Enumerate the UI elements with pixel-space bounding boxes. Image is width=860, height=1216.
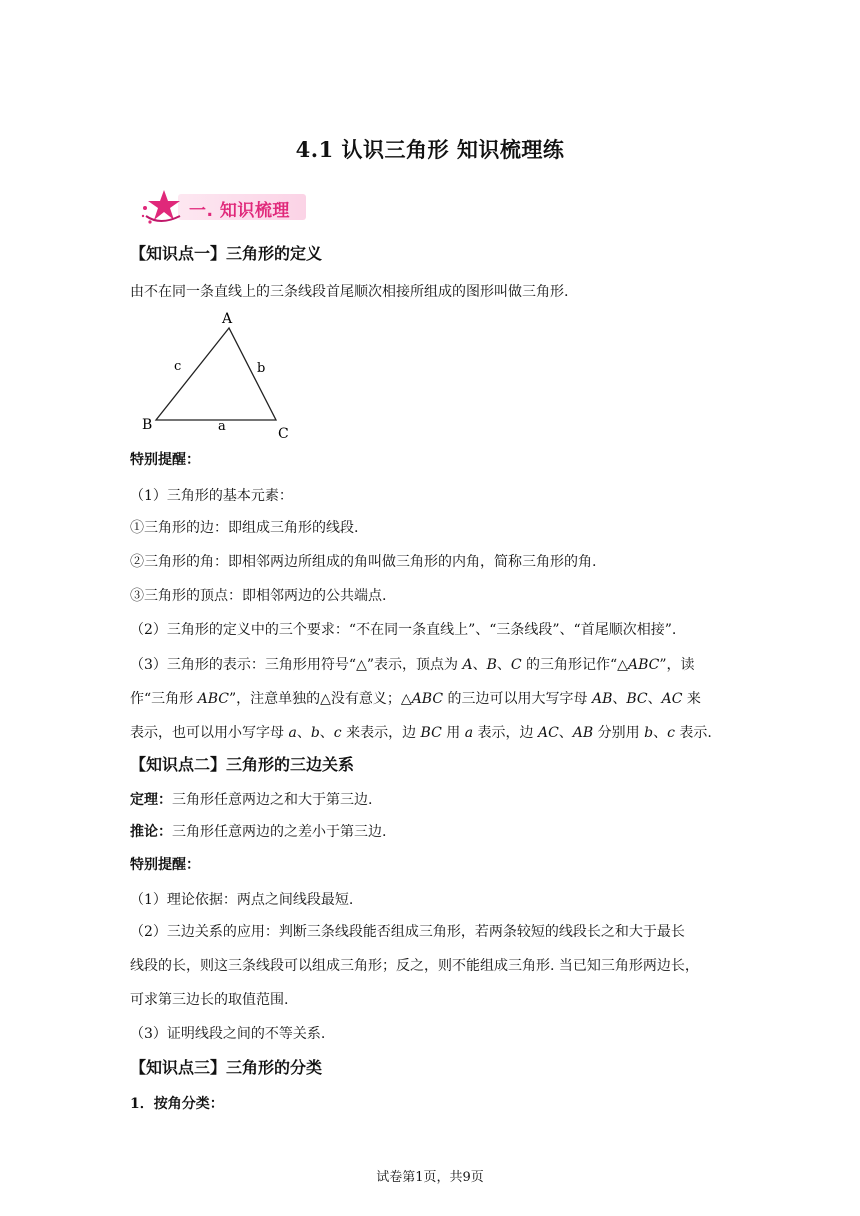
- reminder1-sub3: ③三角形的顶点：即相邻两边的公共端点.: [130, 588, 387, 604]
- page-footer: 试卷第1页，共9页: [376, 1170, 484, 1185]
- side-a-label: a: [218, 419, 226, 434]
- theorem-line: 定理：三角形任意两边之和大于第三边.: [130, 792, 373, 808]
- reminder1-item3-line1: （3）三角形的表示：三角形用符号“△”表示，顶点为 A、B、C 的三角形记作“△ABC”，读: [130, 657, 695, 673]
- reminder2-item2-line1: （2）三边关系的应用：判断三条线段能否组成三角形，若两条较短的线段长之和大于最长: [130, 924, 685, 940]
- reminder-label-2: 特别提醒：: [130, 857, 200, 873]
- reminder2-item2-line3: 可求第三边长的取值范围.: [130, 992, 289, 1008]
- reminder1-item2: （2）三角形的定义中的三个要求：“不在同一条直线上”、“三条线段”、“首尾顺次相接”.: [130, 622, 677, 638]
- section-heading-1: 【知识点一】三角形的定义: [130, 244, 323, 263]
- section-heading-2: 【知识点二】三角形的三边关系: [130, 755, 355, 774]
- vertex-b-label: B: [142, 417, 153, 433]
- banner-label: 一. 知识梳理: [189, 201, 290, 221]
- definition-text: 由不在同一条直线上的三条线段首尾顺次相接所组成的图形叫做三角形.: [130, 284, 569, 300]
- section-heading-3: 【知识点三】三角形的分类: [130, 1058, 323, 1077]
- reminder1-item3-line3: 表示，也可以用小写字母 a、b、c 来表示，边 BC 用 a 表示，边 AC、AB 分别用 b、c 表示.: [130, 725, 712, 741]
- vertex-a-label: A: [222, 311, 233, 327]
- reminder1-sub2: ②三角形的角：即相邻两边所组成的角叫做三角形的内角，简称三角形的角.: [130, 554, 597, 570]
- reminder1-item1: （1）三角形的基本元素：: [130, 488, 293, 504]
- section3-item1: 1．按角分类：: [130, 1096, 224, 1112]
- section-banner: [140, 186, 310, 228]
- corollary-line: 推论：三角形任意两边的之差小于第三边.: [130, 824, 387, 840]
- page-title: 4.1 认识三角形 知识梳理练: [295, 137, 565, 162]
- reminder1-sub1: ①三角形的边：即组成三角形的线段.: [130, 520, 359, 536]
- reminder1-item3-line2: 作“三角形 ABC”，注意单独的△没有意义；△ABC 的三边可以用大写字母 AB、BC、AC 来: [130, 691, 701, 707]
- reminder2-item2-line2: 线段的长，则这三条线段可以组成三角形；反之，则不能组成三角形. 当已知三角形两边长，: [130, 958, 699, 974]
- reminder2-item3: （3）证明线段之间的不等关系.: [130, 1026, 326, 1042]
- side-c-label: c: [174, 359, 182, 374]
- reminder2-item1: （1）理论依据：两点之间线段最短.: [130, 892, 354, 908]
- reminder-label-1: 特别提醒：: [130, 452, 200, 468]
- triangle-diagram: [136, 308, 306, 448]
- vertex-c-label: C: [278, 426, 289, 442]
- side-b-label: b: [257, 361, 266, 376]
